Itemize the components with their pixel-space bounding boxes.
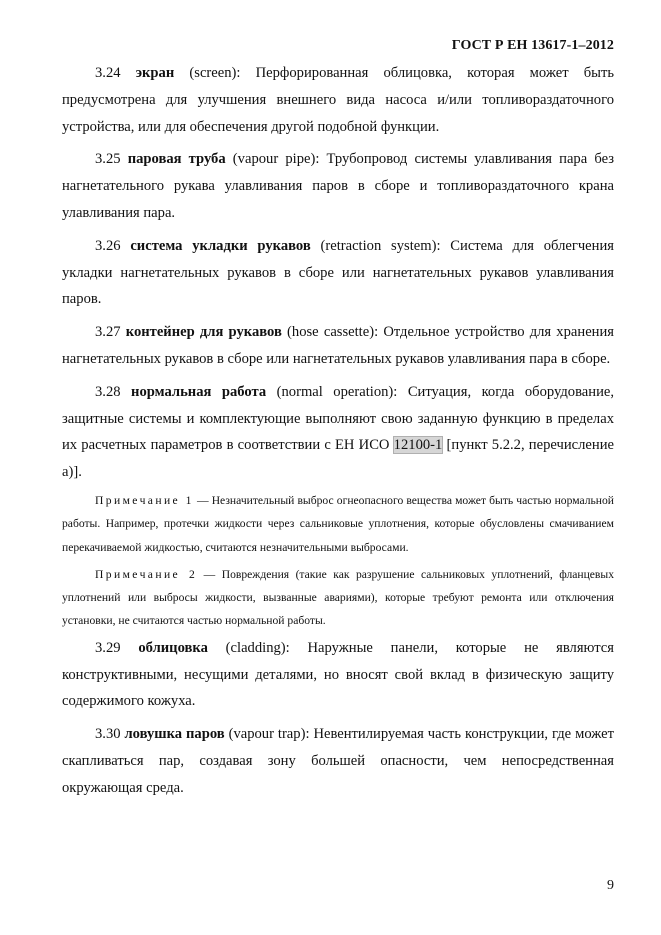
definition-english-term: (vapour pipe): xyxy=(225,151,327,168)
definition-3-25 xyxy=(62,146,614,226)
definition-term: контейнер для рукавов xyxy=(125,324,282,341)
definition-english-term: (normal operation): xyxy=(266,383,408,400)
definition-text: Перфорированная облицовка, которая может быть предусмотрена для улучшения внешнего вида насоса и/или топливораздаточного устройства, или для обеспечения другой подобной функции. xyxy=(62,65,615,135)
note-dash: — xyxy=(193,493,212,507)
definition-3-30 xyxy=(62,721,614,801)
standard-reference-link[interactable]: 12100-1 xyxy=(393,437,443,454)
definition-3-28 xyxy=(62,379,614,486)
definition-3-27 xyxy=(62,319,614,373)
definition-3-29 xyxy=(62,635,614,715)
page-content xyxy=(62,60,614,802)
definition-number: 3.29 xyxy=(95,639,121,656)
definition-term: система укладки рукавов xyxy=(130,237,311,254)
note-1 xyxy=(62,489,614,559)
definition-english-term: (hose cassette): xyxy=(281,324,384,341)
definition-term: экран xyxy=(135,65,175,81)
definition-term: паровая труба xyxy=(127,151,226,168)
definition-number: 3.24 xyxy=(95,65,121,81)
definition-english-term: (screen): xyxy=(174,65,256,81)
definition-number: 3.30 xyxy=(95,726,121,743)
definition-number: 3.28 xyxy=(95,383,121,400)
definition-term: нормальная работа xyxy=(131,383,267,400)
definition-text: Невентилируемая часть конструкции, где может скапливаться пар, создавая зону большей опасности, чем непосредственная окружающая среда. xyxy=(62,726,615,796)
definition-number: 3.27 xyxy=(95,324,121,341)
definition-term: ловушка паров xyxy=(124,726,225,743)
note-dash: — xyxy=(197,567,222,581)
definition-text: Трубопровод системы улавливания пара без нагнетательного рукава улавливания паров в сборе и топливораздаточного крана улавливания пара. xyxy=(62,151,614,221)
note-text: Незначительный выброс огнеопасного вещества может быть частью нормальной работы. Например, протечки жидкости через сальниковые уплотнения, которые обусловлены смачиванием перекачиваемой жидкостью, считаются незначительными выбросами. xyxy=(62,493,614,554)
definition-number: 3.25 xyxy=(95,151,121,168)
definition-text: Отдельное устройство для хранения нагнетательных рукавов в сборе или нагнетательных рукавов улавливания пара в сборе. xyxy=(62,324,614,367)
definition-text-tail: [пункт 5.2.2, перечисление а)]. xyxy=(62,437,614,481)
definition-term: облицовка xyxy=(138,639,208,656)
page-number: 9 xyxy=(607,878,614,893)
definition-english-term: (cladding): xyxy=(207,639,308,656)
document-header: ГОСТ Р ЕН 13617-1–2012 xyxy=(451,38,614,53)
definition-english-term: (retraction system): xyxy=(310,237,451,254)
note-2 xyxy=(62,563,614,633)
definition-text: Наружные панели, которые не являются конструктивными, несущими деталями, но вносят свой вклад в физическую защиту содержимого кожуха. xyxy=(62,639,614,710)
definition-english-term: (vapour trap): xyxy=(224,726,314,743)
definition-text: Ситуация, когда оборудование, защитные системы и комплектующие выполняют свою заданную функцию в пределах их расчетных параметров в соответствии с ЕН ИСО xyxy=(62,383,615,454)
definition-number: 3.26 xyxy=(95,237,121,254)
definition-3-24 xyxy=(62,60,614,140)
note-label: Примечание 1 xyxy=(95,493,194,507)
note-text: Повреждения (такие как разрушение сальниковых уплотнений, фланцевых уплотнений или выбросы жидкости, вызванные авариями), которые требуют ремонта или отключения установки, не считаются частью нормальной работы. xyxy=(62,567,614,628)
note-label: Примечание 2 xyxy=(95,567,198,581)
definition-text: Система для облегчения укладки нагнетательных рукавов в сборе или нагнетательных рукавов улавливания паров. xyxy=(62,237,614,308)
definition-3-26 xyxy=(62,233,614,313)
